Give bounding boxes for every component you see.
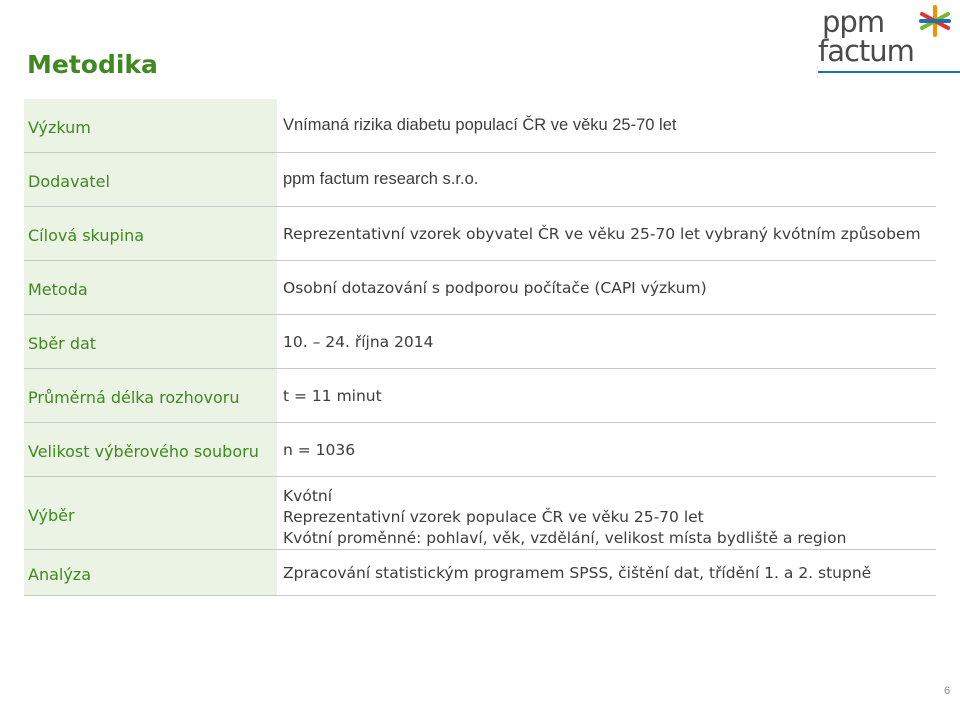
table-row-sber-dat — [24, 315, 936, 369]
row-value-line: Kvótní proměnné: pohlaví, věk, vzdělání, velikost místa bydliště a region — [283, 529, 847, 547]
slide-title: Metodika — [27, 50, 158, 79]
row-label: Dodavatel — [24, 153, 277, 206]
row-label: Cílová skupina — [24, 207, 277, 260]
row-value-text: Reprezentativní vzorek obyvatel ČR ve věku 25-70 let vybraný kvótním způsobem — [283, 224, 921, 243]
row-value-text: ppm factum research s.r.o. — [283, 170, 479, 188]
row-value — [278, 477, 936, 549]
row-value-text: Zpracování statistickým programem SPSS, čištění dat, třídění 1. a 2. stupně — [283, 563, 872, 582]
page-number: 6 — [944, 685, 951, 697]
row-value-text: t = 11 minut — [283, 386, 382, 405]
row-value — [278, 261, 936, 314]
row-value — [278, 369, 936, 422]
table-row-dodavatel — [24, 153, 936, 207]
table-row-metoda — [24, 261, 936, 315]
table-row-velikost-souboru — [24, 423, 936, 477]
row-value — [278, 423, 936, 476]
row-value-line: Kvótní — [283, 487, 333, 505]
row-value-line: Reprezentativní vzorek populace ČR ve věku 25-70 let — [283, 508, 704, 526]
row-value — [278, 550, 936, 595]
header-rule — [818, 71, 960, 73]
row-value — [278, 99, 936, 152]
row-label: Výběr — [24, 477, 277, 549]
table-row-vyzkum — [24, 99, 936, 153]
row-value — [278, 153, 936, 206]
row-label: Analýza — [24, 550, 277, 595]
table-row-cilova-skupina — [24, 207, 936, 261]
row-value — [278, 315, 936, 368]
row-label: Velikost výběrového souboru — [24, 423, 277, 476]
row-value-text: 10. – 24. října 2014 — [283, 332, 434, 351]
logo-star-icon — [918, 4, 952, 38]
row-value — [278, 207, 936, 260]
row-label: Výzkum — [24, 99, 277, 152]
methodology-table — [24, 99, 936, 596]
logo-text-factum: factum — [818, 34, 914, 68]
row-value-text: Osobní dotazování s podporou počítače (CAPI výzkum) — [283, 278, 707, 297]
table-row-vyber — [24, 477, 936, 550]
ppm-factum-logo — [818, 4, 948, 70]
row-value-text: Vnímaná rizika diabetu populací ČR ve věku 25-70 let — [283, 116, 677, 134]
table-row-delka-rozhovoru — [24, 369, 936, 423]
row-value-text: n = 1036 — [283, 440, 356, 459]
logo-text-ppm: ppm — [822, 5, 885, 39]
table-row-analyza — [24, 550, 936, 596]
row-label: Průměrná délka rozhovoru — [24, 369, 277, 422]
row-label: Sběr dat — [24, 315, 277, 368]
row-label: Metoda — [24, 261, 277, 314]
